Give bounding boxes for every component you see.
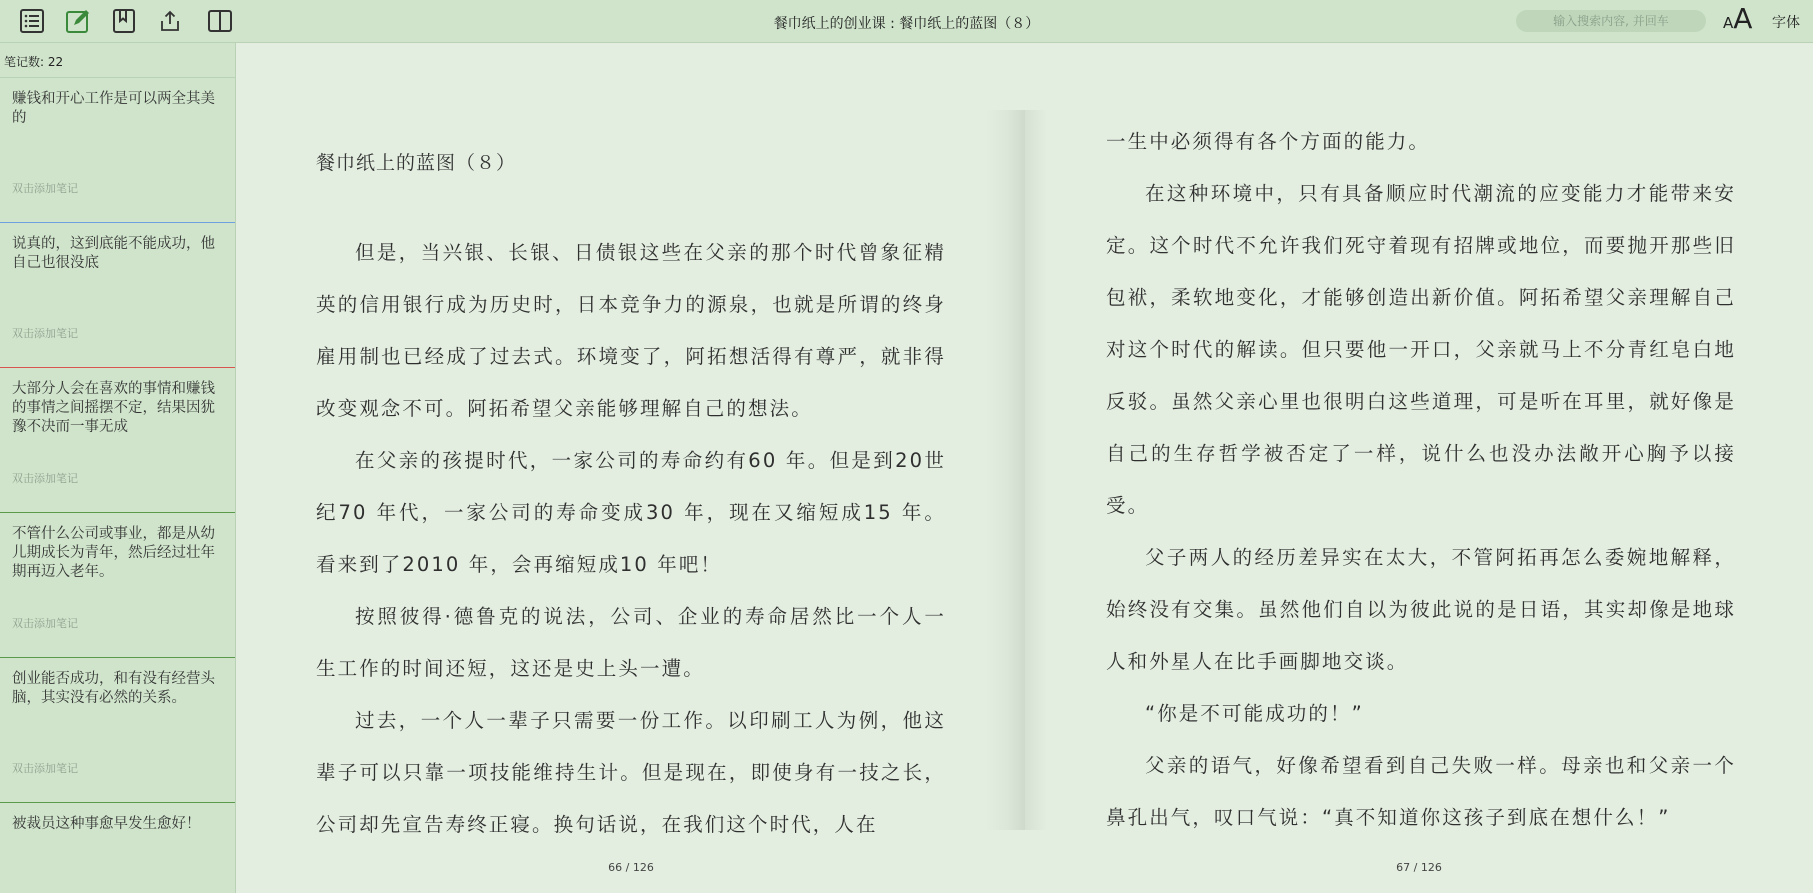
note-card[interactable] xyxy=(0,513,235,658)
notes-list xyxy=(0,78,235,893)
right-page-body xyxy=(1106,116,1736,844)
add-note-hint[interactable]: 双击添加笔记 xyxy=(12,327,78,340)
left-page-number: 66 / 126 xyxy=(608,861,654,874)
paragraph: 但是，当兴银、长银、日债银这些在父亲的那个时代曾象征精英的信用银行成为历史时，日本竞争力的源泉，也就是所谓的终身雇用制也已经成了过去式。环境变了，阿拓想活得有尊严，就非得改变观念不可。阿拓希望父亲能够理解自己的想法。 xyxy=(316,241,946,420)
edit-note-icon[interactable] xyxy=(64,7,92,35)
book-view-icon[interactable] xyxy=(206,7,234,35)
add-note-hint[interactable]: 双击添加笔记 xyxy=(12,472,78,485)
note-text: 不管什么公司或事业，都是从幼儿期成长为青年，然后经过壮年期再迈入老年。 xyxy=(12,526,215,580)
font-button[interactable]: 字体 xyxy=(1772,15,1800,31)
note-text: 被裁员这种事愈早发生愈好！ xyxy=(12,816,201,832)
left-page-body xyxy=(316,227,946,851)
paragraph: 过去，一个人一辈子只需要一份工作。以印刷工人为例，他这辈子可以只靠一项技能维持生计。但是现在，即使身有一技之长，公司却先宣告寿终正寝。换句话说，在我们这个时代，人在 xyxy=(316,709,946,836)
left-page xyxy=(237,44,1025,893)
right-page xyxy=(1025,44,1813,893)
book-title: 餐巾纸上的创业课 : 餐巾纸上的蓝图（８） xyxy=(773,16,1040,32)
top-toolbar xyxy=(0,0,1813,43)
font-size-icon[interactable]: AA xyxy=(1723,2,1753,35)
add-note-hint[interactable]: 双击添加笔记 xyxy=(12,617,78,630)
add-note-hint[interactable]: 双击添加笔记 xyxy=(12,762,78,775)
bookmark-icon[interactable] xyxy=(110,7,138,35)
notes-count: 笔记数: 22 xyxy=(0,43,235,78)
note-text: 创业能否成功，和有没有经营头脑，其实没有必然的关系。 xyxy=(12,671,215,706)
note-text: 说真的，这到底能不能成功，他自己也很没底 xyxy=(12,236,215,271)
continued-paragraph: 一生中必须得有各个方面的能力。 xyxy=(1106,130,1431,153)
notes-sidebar xyxy=(0,43,236,893)
note-text: 大部分人会在喜欢的事情和赚钱的事情之间摇摆不定，结果因犹豫不决而一事无成 xyxy=(12,381,215,435)
note-card[interactable] xyxy=(0,658,235,803)
note-card[interactable] xyxy=(0,368,235,513)
paragraph: 按照彼得·德鲁克的说法，公司、企业的寿命居然比一个人一生工作的时间还短，这还是史上头一遭。 xyxy=(316,605,946,680)
paragraph: 父亲的语气，好像希望看到自己失败一样。母亲也和父亲一个鼻孔出气，叹口气说：“真不知道你这孩子到底在想什么！” xyxy=(1106,754,1736,829)
search-input[interactable] xyxy=(1516,10,1706,32)
share-icon[interactable] xyxy=(156,7,184,35)
chapter-title: 餐巾纸上的蓝图（８） xyxy=(316,152,517,174)
paragraph: 在父亲的孩提时代，一家公司的寿命约有60 年。但是到20世纪70 年代，一家公司的寿命变成30 年，现在又缩短成15 年。看来到了2010 年，会再缩短成10 年吧！ xyxy=(316,449,946,576)
list-icon[interactable] xyxy=(18,7,46,35)
note-card[interactable] xyxy=(0,78,235,223)
note-text: 赚钱和开心工作是可以两全其美的 xyxy=(12,91,215,126)
right-page-number: 67 / 126 xyxy=(1396,861,1442,874)
note-card[interactable] xyxy=(0,223,235,368)
paragraph: 父子两人的经历差异实在太大，不管阿拓再怎么委婉地解释，始终没有交集。虽然他们自以为彼此说的是日语，其实却像是地球人和外星人在比手画脚地交谈。 xyxy=(1106,546,1736,673)
paragraph: 在这种环境中，只有具备顺应时代潮流的应变能力才能带来安定。这个时代不允许我们死守着现有招牌或地位，而要抛开那些旧包袱，柔软地变化，才能够创造出新价值。阿拓希望父亲理解自己对这个时代的解读。但只要他一开口，父亲就马上不分青红皂白地反驳。虽然父亲心里也很明白这些道理，可是听在耳里，就好像是自己的生存哲学被否定了一样，说什么也没办法敞开心胸予以接受。 xyxy=(1106,182,1736,517)
note-card[interactable] xyxy=(0,803,235,893)
add-note-hint[interactable]: 双击添加笔记 xyxy=(12,182,78,195)
paragraph: “你是不可能成功的！” xyxy=(1145,702,1364,725)
